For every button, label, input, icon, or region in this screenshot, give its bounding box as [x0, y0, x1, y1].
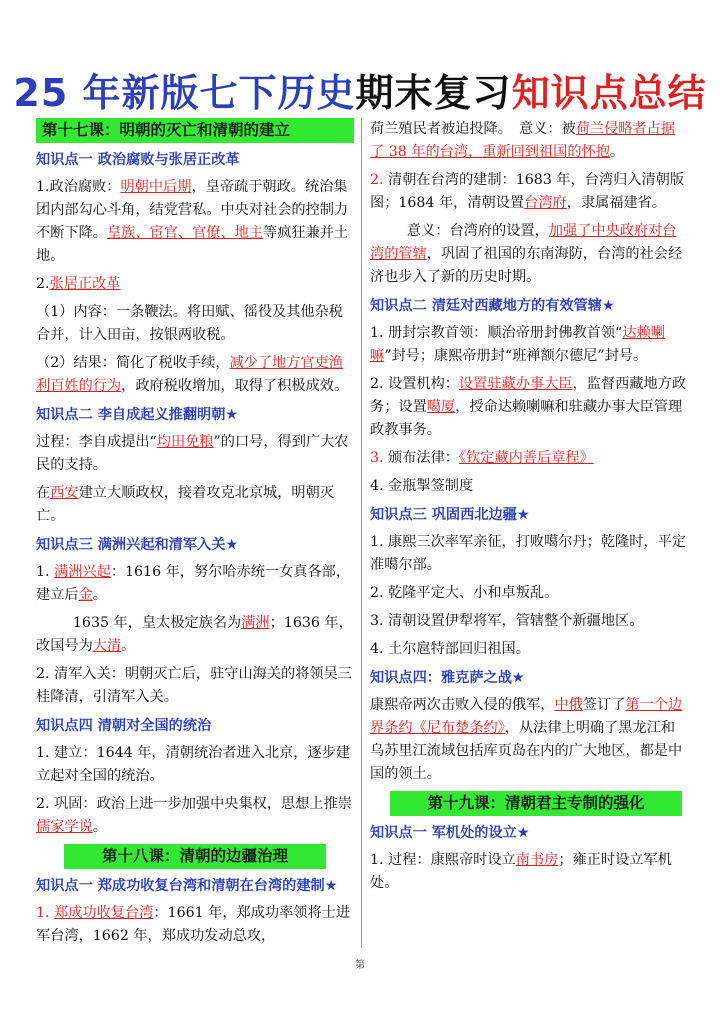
- star-icon: ★: [511, 670, 525, 686]
- lesson-18-heading: 第十八课：清朝的边疆治理: [64, 844, 326, 869]
- paragraph: 2. 清军入关：明朝灭亡后，驻守山海关的将领吴三桂降清，引清军入关。: [36, 666, 352, 705]
- paragraph: 1. 册封宗教首领：顺治帝册封佛教首领“达赖喇嘛”封号；康熙帝册封“班禅额尔德尼”封号。: [370, 325, 665, 364]
- paragraph: 1. 郑成功收复台湾：1661 年，郑成功率领将士进军台湾，1662 年，郑成功发动总攻，: [36, 905, 351, 944]
- highlight: 满洲兴起: [54, 564, 111, 580]
- star-icon: ★: [516, 825, 530, 841]
- paragraph: 4. 土尔扈特部回归祖国。: [370, 641, 530, 657]
- highlight: 《钦定藏内善后章程》: [459, 450, 594, 466]
- highlight: 南书房: [515, 852, 559, 868]
- paragraph: 2.张居正改革: [36, 276, 121, 292]
- paragraph: 康熙帝两次击败入侵的俄军，中俄签订了第一个边界条约《尼布楚条约》，从法律上明确了黑龙江和乌苏里江流域包括库页岛在内的广大地区，都是中国的领土。: [370, 697, 683, 782]
- highlight: 荷兰侵略者占据了 38 年的台湾，重新回到祖国的怀抱: [370, 121, 676, 160]
- paragraph: 3. 清朝设置伊犁将军，管辖整个新疆地区。: [370, 613, 644, 629]
- paragraph: 1. 建立：1644 年，清朝统治者进入北京，逐步建立起对全国的统治。: [36, 745, 351, 784]
- left-column: [36, 118, 354, 953]
- title-part-1: 25 年新版七下历史: [13, 71, 356, 115]
- knowledge-point-heading: 知识点一 军机处的设立★: [370, 825, 530, 841]
- paragraph: 在西安建立大顺政权，接着攻克北京城，明朝灭亡。: [36, 485, 334, 524]
- highlight: 西安: [50, 485, 79, 501]
- star-icon: ★: [225, 537, 239, 553]
- lesson-17-heading: 第十七课：明朝的灭亡和清朝的建立: [36, 118, 354, 143]
- knowledge-point-heading: 知识点二 清廷对西藏地方的有效管辖★: [370, 298, 615, 314]
- highlight: 达赖喇嘛: [370, 325, 665, 364]
- paragraph: 意义：台湾府的设置，加强了中央政府对台湾的管辖，巩固了祖国的东南海防，台湾的社会经济也步入了新的历史时期。: [370, 223, 683, 285]
- paragraph: 4. 金瓶掣签制度: [370, 478, 474, 494]
- knowledge-point-heading: 知识点三 巩固西北边疆★: [370, 507, 530, 523]
- highlight: 满洲: [241, 615, 270, 631]
- highlight: 儒家学说: [36, 819, 93, 835]
- highlight: 大清: [92, 638, 122, 654]
- highlight: 加强了中央政府对台湾的管辖: [370, 223, 677, 262]
- knowledge-point-heading: 知识点一 政治腐败与张居正改革: [36, 152, 240, 168]
- paragraph: 2. 巩固：政治上进一步加强中央集权，思想上推崇儒家学说。: [36, 796, 352, 835]
- paragraph: 3. 颁布法律：《钦定藏内善后章程》: [370, 450, 594, 466]
- paragraph: （2）结果：简化了税收手续，减少了地方官吏渔利百姓的行为，政府税收增加，取得了积极成效。: [36, 355, 349, 394]
- title-part-2: 期末复习: [355, 71, 512, 115]
- highlight: 张居正改革: [49, 276, 121, 292]
- knowledge-point-heading: 知识点二 李自成起义推翻明朝★: [36, 407, 239, 423]
- highlight: 明朝中后期: [120, 179, 192, 195]
- paragraph: 1.政治腐败：明朝中后期，皇帝疏于朝政。统治集团内部勾心斗角，结党营私。中央对社会的控制力不断下降。皇族、宦官、官僚、地主等疯狂兼并土地。: [36, 179, 349, 264]
- star-icon: ★: [225, 407, 239, 423]
- column-divider: [361, 118, 362, 948]
- paragraph: 1. 康熙三次率军亲征，打败噶尔丹；乾隆时，平定准噶尔部。: [370, 534, 686, 573]
- paragraph: 2. 乾隆平定大、小和卓叛乱。: [370, 585, 559, 601]
- highlight: 台湾府: [524, 195, 567, 211]
- highlight: 郑成功收复台湾: [54, 905, 154, 921]
- star-icon: ★: [324, 878, 338, 894]
- paragraph: （1）内容：一条鞭法。将田赋、徭役及其他杂税合并，计入田亩，按银两收税。: [36, 304, 343, 343]
- paragraph: 1635 年，皇太极定族名为满洲；1636 年，改国号为大清。: [36, 615, 353, 654]
- knowledge-point-heading: 知识点四：雅克萨之战★: [370, 670, 525, 686]
- lesson-19-heading: 第十九课：清朝君主专制的强化: [390, 791, 682, 816]
- page-title: [0, 62, 720, 117]
- highlight: 第一个边界条约《尼布楚条约》: [370, 697, 683, 736]
- paragraph: 2. 设置机构：设置驻藏办事大臣，监督西藏地方政务；设置噶厦，授命达赖喇嘛和驻藏办事大臣管理政教事务。: [370, 376, 687, 438]
- knowledge-point-heading: 知识点四 清朝对全国的统治: [36, 718, 212, 734]
- star-icon: ★: [516, 507, 530, 523]
- highlight: 金: [78, 587, 93, 603]
- star-icon: ★: [601, 298, 615, 314]
- paragraph: 1. 过程：康熙帝时设立南书房；雍正时设立军机处。: [370, 852, 672, 891]
- highlight: 均田免粮: [156, 434, 214, 450]
- highlight: 中俄: [554, 697, 583, 713]
- highlight: 设置驻藏办事大臣: [458, 376, 573, 392]
- title-part-3: 知识点总结: [511, 71, 707, 115]
- paragraph: 1. 满洲兴起：1616 年，努尔哈赤统一女真各部，建立后金。: [36, 564, 351, 603]
- highlight: 减少了地方官吏渔利百姓的行为: [36, 355, 343, 394]
- highlight: 皇族、宦官、官僚、地主: [106, 225, 264, 241]
- paragraph: 过程：李自成提出“均田免粮”的口号，得到广大农民的支持。: [36, 434, 349, 473]
- knowledge-point-heading: 知识点三 满洲兴起和清军入关★: [36, 537, 239, 553]
- right-column: [370, 118, 688, 900]
- highlight: 噶厦: [426, 399, 456, 415]
- page-number: 第: [355, 960, 365, 971]
- paragraph: 2. 清朝在台湾的建制：1683 年，台湾归入清朝版图；1684 年，清朝设置台湾府，隶属福建省。: [370, 172, 685, 211]
- paragraph: 荷兰殖民者被迫投降。 意义：被荷兰侵略者占据了 38 年的台湾，重新回到祖国的怀抱。: [370, 121, 676, 160]
- knowledge-point-heading: 知识点一 郑成功收复台湾和清朝在台湾的建制★: [36, 878, 338, 894]
